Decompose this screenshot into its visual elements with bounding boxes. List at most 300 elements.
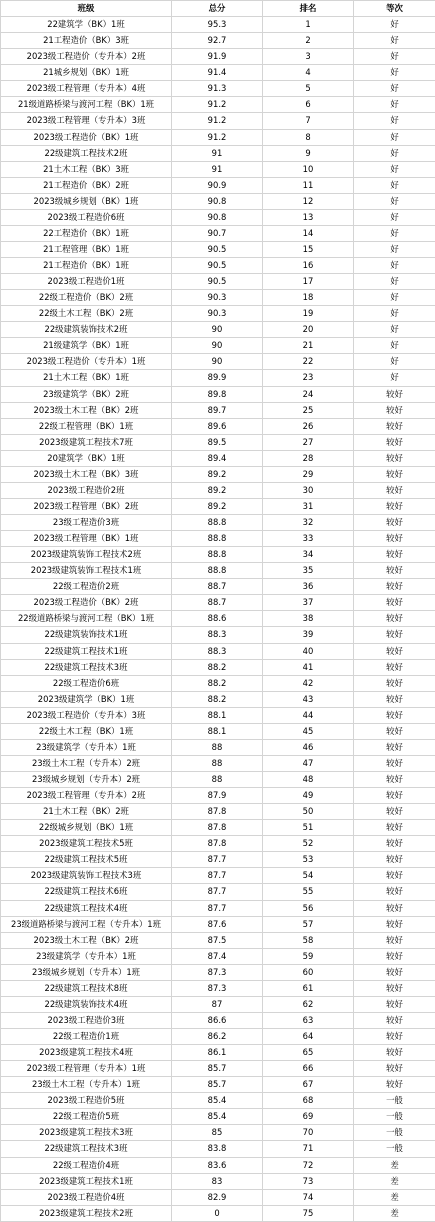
table-row [1, 145, 435, 161]
score-cell: 86.2 [172, 1029, 263, 1045]
table-row [1, 322, 435, 338]
score-cell: 88.1 [172, 723, 263, 739]
score-cell: 88.6 [172, 611, 263, 627]
table-row [1, 547, 435, 563]
rank-cell: 69 [263, 1109, 354, 1125]
table-row [1, 161, 435, 177]
table-row [1, 113, 435, 129]
class-name-cell: 2023级工程管理（BK）1班 [1, 531, 172, 547]
grade-cell: 较好 [354, 1061, 435, 1077]
table-row [1, 370, 435, 386]
table-row [1, 466, 435, 482]
table-row [1, 177, 435, 193]
score-cell: 88.2 [172, 675, 263, 691]
class-name-cell: 23级土木工程（专升本）2班 [1, 755, 172, 771]
grade-cell: 差 [354, 1189, 435, 1205]
class-name-cell: 22级道路桥梁与渡河工程（BK）1班 [1, 611, 172, 627]
grade-cell: 较好 [354, 788, 435, 804]
class-name-cell: 2023级建筑工程技术1班 [1, 1173, 172, 1189]
class-name-cell: 22级建筑工程技术3班 [1, 659, 172, 675]
rank-cell: 49 [263, 788, 354, 804]
score-cell: 95.3 [172, 17, 263, 33]
rank-cell: 24 [263, 386, 354, 402]
class-name-cell: 2023级建筑工程技术2班 [1, 1205, 172, 1221]
class-name-cell: 2023级工程造价3班 [1, 1012, 172, 1028]
class-name-cell: 22级建筑工程技术2班 [1, 145, 172, 161]
grade-cell: 较好 [354, 723, 435, 739]
table-body [1, 17, 435, 1222]
column-header-class: 班级 [1, 1, 172, 17]
class-name-cell: 22级工程造价2班 [1, 579, 172, 595]
table-row [1, 772, 435, 788]
score-cell: 91.9 [172, 49, 263, 65]
class-name-cell: 23级建筑学（专升本）1班 [1, 739, 172, 755]
score-cell: 89.2 [172, 482, 263, 498]
rank-cell: 22 [263, 354, 354, 370]
table-row [1, 1061, 435, 1077]
table-row [1, 49, 435, 65]
grade-cell: 较好 [354, 482, 435, 498]
table-row [1, 707, 435, 723]
class-name-cell: 2023级建筑工程技术5班 [1, 836, 172, 852]
score-cell: 85 [172, 1125, 263, 1141]
grade-cell: 好 [354, 290, 435, 306]
score-cell: 90.3 [172, 306, 263, 322]
grade-cell: 好 [354, 306, 435, 322]
score-cell: 88.8 [172, 515, 263, 531]
grade-cell: 较好 [354, 804, 435, 820]
table-row [1, 980, 435, 996]
grade-cell: 好 [354, 145, 435, 161]
rank-cell: 10 [263, 161, 354, 177]
class-name-cell: 22级工程造价1班 [1, 1029, 172, 1045]
grade-cell: 好 [354, 193, 435, 209]
grade-cell: 好 [354, 322, 435, 338]
class-name-cell: 2023级工程管理（专升本）1班 [1, 1061, 172, 1077]
grade-cell: 好 [354, 209, 435, 225]
rank-cell: 64 [263, 1029, 354, 1045]
grade-cell: 差 [354, 1205, 435, 1221]
score-cell: 91.3 [172, 81, 263, 97]
class-name-cell: 22工程造价（BK）1班 [1, 225, 172, 241]
class-name-cell: 2023级工程造价5班 [1, 1093, 172, 1109]
table-row [1, 563, 435, 579]
grade-cell: 好 [354, 354, 435, 370]
grade-cell: 较好 [354, 402, 435, 418]
rank-cell: 41 [263, 659, 354, 675]
rank-cell: 59 [263, 948, 354, 964]
column-header-rank: 排名 [263, 1, 354, 17]
grade-cell: 较好 [354, 820, 435, 836]
class-name-cell: 22级工程造价5班 [1, 1109, 172, 1125]
score-cell: 83.8 [172, 1141, 263, 1157]
rank-cell: 23 [263, 370, 354, 386]
grade-cell: 较好 [354, 450, 435, 466]
grade-cell: 好 [354, 177, 435, 193]
class-name-cell: 21城乡规划（BK）1班 [1, 65, 172, 81]
table-row [1, 241, 435, 257]
grade-cell: 好 [354, 97, 435, 113]
table-row [1, 820, 435, 836]
class-name-cell: 2023级建筑装饰工程技术1班 [1, 563, 172, 579]
score-cell: 85.4 [172, 1109, 263, 1125]
score-cell: 83.6 [172, 1157, 263, 1173]
score-cell: 89.2 [172, 498, 263, 514]
table-row [1, 996, 435, 1012]
rank-cell: 6 [263, 97, 354, 113]
class-name-cell: 23级建筑学（专升本）1班 [1, 948, 172, 964]
score-cell: 91.4 [172, 65, 263, 81]
score-cell: 87.8 [172, 836, 263, 852]
table-row [1, 948, 435, 964]
class-name-cell: 2023级工程管理（专升本）2班 [1, 788, 172, 804]
score-cell: 90.8 [172, 209, 263, 225]
grade-cell: 较好 [354, 707, 435, 723]
grade-cell: 一般 [354, 1093, 435, 1109]
grade-cell: 较好 [354, 980, 435, 996]
class-name-cell: 21工程造价（BK）3班 [1, 33, 172, 49]
rank-cell: 16 [263, 258, 354, 274]
rank-cell: 36 [263, 579, 354, 595]
score-cell: 88.2 [172, 659, 263, 675]
grade-cell: 较好 [354, 515, 435, 531]
rank-cell: 21 [263, 338, 354, 354]
table-row [1, 1109, 435, 1125]
score-cell: 89.6 [172, 418, 263, 434]
class-name-cell: 2023级建筑工程技术7班 [1, 434, 172, 450]
grade-cell: 较好 [354, 659, 435, 675]
score-cell: 87 [172, 996, 263, 1012]
table-row [1, 932, 435, 948]
score-cell: 91.2 [172, 113, 263, 129]
rank-cell: 20 [263, 322, 354, 338]
table-row [1, 97, 435, 113]
score-cell: 86.1 [172, 1045, 263, 1061]
class-name-cell: 23级建筑学（BK）2班 [1, 386, 172, 402]
score-cell: 89.5 [172, 434, 263, 450]
grade-cell: 较好 [354, 948, 435, 964]
class-name-cell: 2023级工程造价（专升本）1班 [1, 354, 172, 370]
rank-cell: 68 [263, 1093, 354, 1109]
score-cell: 88.1 [172, 707, 263, 723]
class-name-cell: 2023级工程管理（专升本）3班 [1, 113, 172, 129]
class-name-cell: 2023级工程造价（专升本）3班 [1, 707, 172, 723]
class-name-cell: 2023级工程造价4班 [1, 1189, 172, 1205]
table-row [1, 884, 435, 900]
table-row [1, 450, 435, 466]
rank-cell: 42 [263, 675, 354, 691]
class-name-cell: 22级工程管理（BK）1班 [1, 418, 172, 434]
rank-cell: 14 [263, 225, 354, 241]
grade-cell: 较好 [354, 531, 435, 547]
table-row [1, 274, 435, 290]
grade-cell: 好 [354, 113, 435, 129]
rank-cell: 12 [263, 193, 354, 209]
table-row [1, 1125, 435, 1141]
score-cell: 87.8 [172, 804, 263, 820]
grade-cell: 较好 [354, 755, 435, 771]
grade-cell: 一般 [354, 1141, 435, 1157]
grade-cell: 较好 [354, 611, 435, 627]
grade-cell: 较好 [354, 627, 435, 643]
class-name-cell: 20建筑学（BK）1班 [1, 450, 172, 466]
rank-cell: 34 [263, 547, 354, 563]
score-cell: 89.4 [172, 450, 263, 466]
score-cell: 89.2 [172, 466, 263, 482]
score-cell: 90.3 [172, 290, 263, 306]
rank-cell: 75 [263, 1205, 354, 1221]
table-row [1, 916, 435, 932]
score-cell: 87.9 [172, 788, 263, 804]
class-name-cell: 2023级工程管理（专升本）4班 [1, 81, 172, 97]
rank-cell: 2 [263, 33, 354, 49]
table-row [1, 1173, 435, 1189]
score-cell: 82.9 [172, 1189, 263, 1205]
table-row [1, 579, 435, 595]
rank-cell: 32 [263, 515, 354, 531]
rank-cell: 31 [263, 498, 354, 514]
score-cell: 89.9 [172, 370, 263, 386]
grade-cell: 好 [354, 338, 435, 354]
grade-cell: 较好 [354, 772, 435, 788]
table-row [1, 627, 435, 643]
rank-cell: 65 [263, 1045, 354, 1061]
class-name-cell: 22级工程造价6班 [1, 675, 172, 691]
grade-cell: 较好 [354, 1045, 435, 1061]
grade-cell: 较好 [354, 579, 435, 595]
score-cell: 90.5 [172, 274, 263, 290]
table-row [1, 611, 435, 627]
score-cell: 88.8 [172, 547, 263, 563]
score-cell: 87.7 [172, 868, 263, 884]
class-name-cell: 22级土木工程（BK）2班 [1, 306, 172, 322]
rank-cell: 7 [263, 113, 354, 129]
table-row [1, 691, 435, 707]
grade-cell: 较好 [354, 916, 435, 932]
table-row [1, 33, 435, 49]
class-name-cell: 2023级建筑工程技术4班 [1, 1045, 172, 1061]
score-cell: 88.7 [172, 595, 263, 611]
score-cell: 92.7 [172, 33, 263, 49]
rank-cell: 60 [263, 964, 354, 980]
table-row [1, 258, 435, 274]
table-row [1, 1077, 435, 1093]
grade-cell: 好 [354, 274, 435, 290]
rank-cell: 61 [263, 980, 354, 996]
score-cell: 90.9 [172, 177, 263, 193]
table-row [1, 1029, 435, 1045]
rank-cell: 27 [263, 434, 354, 450]
grade-cell: 好 [354, 129, 435, 145]
table-row [1, 659, 435, 675]
score-cell: 88 [172, 772, 263, 788]
table-row [1, 290, 435, 306]
grade-cell: 较好 [354, 996, 435, 1012]
grade-cell: 一般 [354, 1125, 435, 1141]
score-cell: 91 [172, 145, 263, 161]
score-cell: 87.3 [172, 964, 263, 980]
class-name-cell: 22级建筑工程技术6班 [1, 884, 172, 900]
grade-cell: 较好 [354, 386, 435, 402]
grade-cell: 较好 [354, 1012, 435, 1028]
grade-cell: 较好 [354, 643, 435, 659]
rank-cell: 37 [263, 595, 354, 611]
class-name-cell: 22级建筑装饰技术1班 [1, 627, 172, 643]
class-name-cell: 22建筑学（BK）1班 [1, 17, 172, 33]
table-row [1, 515, 435, 531]
table-row [1, 964, 435, 980]
rank-cell: 44 [263, 707, 354, 723]
grade-cell: 较好 [354, 852, 435, 868]
score-cell: 88.7 [172, 579, 263, 595]
table-row [1, 643, 435, 659]
table-row [1, 531, 435, 547]
grade-cell: 较好 [354, 868, 435, 884]
rank-cell: 38 [263, 611, 354, 627]
class-name-cell: 2023级建筑装饰工程技术2班 [1, 547, 172, 563]
score-cell: 88.8 [172, 563, 263, 579]
rank-cell: 13 [263, 209, 354, 225]
table-row [1, 868, 435, 884]
rank-cell: 70 [263, 1125, 354, 1141]
score-cell: 90.7 [172, 225, 263, 241]
score-cell: 90 [172, 338, 263, 354]
grade-cell: 好 [354, 225, 435, 241]
score-cell: 91.2 [172, 97, 263, 113]
class-name-cell: 2023级建筑装饰工程技术3班 [1, 868, 172, 884]
grade-cell: 较好 [354, 884, 435, 900]
score-cell: 88.2 [172, 691, 263, 707]
table-row [1, 17, 435, 33]
class-name-cell: 22级建筑装饰技术4班 [1, 996, 172, 1012]
table-row [1, 338, 435, 354]
table-row [1, 595, 435, 611]
table-row [1, 129, 435, 145]
table-row [1, 65, 435, 81]
rank-cell: 74 [263, 1189, 354, 1205]
score-cell: 0 [172, 1205, 263, 1221]
class-name-cell: 21土木工程（BK）1班 [1, 370, 172, 386]
rank-cell: 4 [263, 65, 354, 81]
score-cell: 90.8 [172, 193, 263, 209]
class-name-cell: 2023级建筑工程技术3班 [1, 1125, 172, 1141]
rank-cell: 67 [263, 1077, 354, 1093]
table-row [1, 434, 435, 450]
class-name-cell: 22级建筑工程技术8班 [1, 980, 172, 996]
rank-cell: 56 [263, 900, 354, 916]
rank-cell: 43 [263, 691, 354, 707]
table-row [1, 1012, 435, 1028]
score-cell: 87.3 [172, 980, 263, 996]
score-cell: 86.6 [172, 1012, 263, 1028]
rank-cell: 46 [263, 739, 354, 755]
class-name-cell: 23级道路桥梁与渡河工程（专升本）1班 [1, 916, 172, 932]
score-cell: 87.8 [172, 820, 263, 836]
class-name-cell: 21级道路桥梁与渡河工程（BK）1班 [1, 97, 172, 113]
rank-cell: 26 [263, 418, 354, 434]
grade-cell: 较好 [354, 739, 435, 755]
rank-cell: 9 [263, 145, 354, 161]
score-cell: 91.2 [172, 129, 263, 145]
rank-cell: 28 [263, 450, 354, 466]
grade-cell: 较好 [354, 466, 435, 482]
class-name-cell: 2023级工程管理（BK）2班 [1, 498, 172, 514]
class-name-cell: 21工程造价（BK）2班 [1, 177, 172, 193]
table-row [1, 354, 435, 370]
grade-cell: 好 [354, 370, 435, 386]
class-name-cell: 2023级土木工程（BK）2班 [1, 932, 172, 948]
score-cell: 90.5 [172, 258, 263, 274]
grade-cell: 较好 [354, 595, 435, 611]
grade-cell: 较好 [354, 900, 435, 916]
class-name-cell: 22级建筑工程技术4班 [1, 900, 172, 916]
table-row [1, 81, 435, 97]
score-cell: 88.3 [172, 643, 263, 659]
table-row [1, 209, 435, 225]
class-name-cell: 21工程造价（BK）1班 [1, 258, 172, 274]
table-row [1, 1205, 435, 1221]
rank-cell: 17 [263, 274, 354, 290]
rank-cell: 51 [263, 820, 354, 836]
rank-cell: 50 [263, 804, 354, 820]
class-name-cell: 22级建筑工程技术3班 [1, 1141, 172, 1157]
score-cell: 89.8 [172, 386, 263, 402]
grade-cell: 较好 [354, 691, 435, 707]
rank-cell: 35 [263, 563, 354, 579]
table-row [1, 1141, 435, 1157]
class-name-cell: 21土木工程（BK）3班 [1, 161, 172, 177]
grade-cell: 较好 [354, 547, 435, 563]
table-row [1, 225, 435, 241]
class-name-cell: 23级土木工程（专升本）1班 [1, 1077, 172, 1093]
score-cell: 87.5 [172, 932, 263, 948]
table-row [1, 852, 435, 868]
rank-cell: 19 [263, 306, 354, 322]
grade-cell: 较好 [354, 563, 435, 579]
grade-cell: 好 [354, 161, 435, 177]
table-row [1, 723, 435, 739]
class-name-cell: 21工程管理（BK）1班 [1, 241, 172, 257]
class-name-cell: 23级城乡规划（专升本）2班 [1, 772, 172, 788]
table-row [1, 900, 435, 916]
grade-cell: 较好 [354, 675, 435, 691]
rank-cell: 1 [263, 17, 354, 33]
grade-cell: 较好 [354, 932, 435, 948]
score-cell: 85.7 [172, 1061, 263, 1077]
rank-cell: 58 [263, 932, 354, 948]
table-row [1, 482, 435, 498]
score-cell: 87.6 [172, 916, 263, 932]
table-row [1, 1157, 435, 1173]
rank-cell: 8 [263, 129, 354, 145]
rank-cell: 63 [263, 1012, 354, 1028]
rank-cell: 3 [263, 49, 354, 65]
table-row [1, 804, 435, 820]
column-header-score: 总分 [172, 1, 263, 17]
class-name-cell: 2023级工程造价（BK）1班 [1, 129, 172, 145]
score-cell: 88 [172, 755, 263, 771]
rank-cell: 48 [263, 772, 354, 788]
rank-cell: 52 [263, 836, 354, 852]
table-row [1, 193, 435, 209]
score-cell: 88.8 [172, 531, 263, 547]
class-name-cell: 22级城乡规划（BK）1班 [1, 820, 172, 836]
grade-cell: 好 [354, 258, 435, 274]
rank-cell: 62 [263, 996, 354, 1012]
class-name-cell: 23级工程造价3班 [1, 515, 172, 531]
rank-cell: 47 [263, 755, 354, 771]
grade-cell: 较好 [354, 418, 435, 434]
